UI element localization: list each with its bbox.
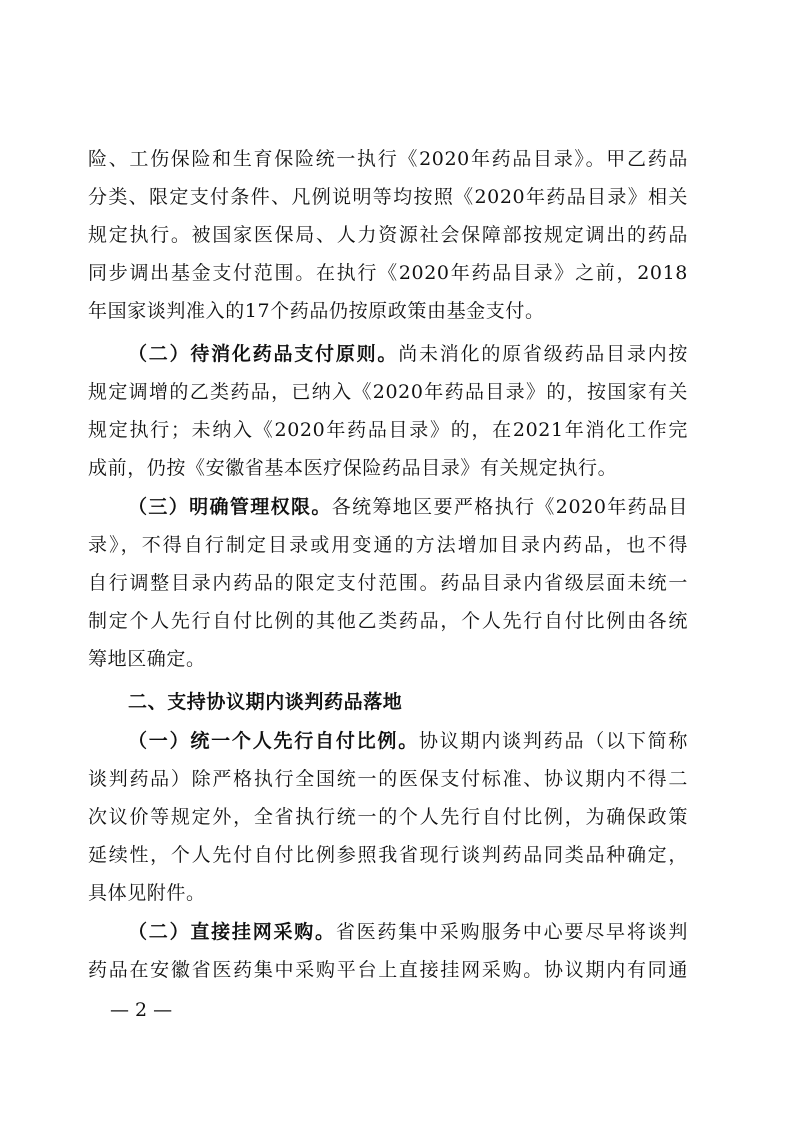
paragraph-5-line-1-text: 省医药集中采购服务中心要尽早将谈判: [335, 921, 688, 943]
paragraph-3-line-4: 制定个人先行自付比例的其他乙类药品，个人先行自付比例由各统: [88, 610, 688, 632]
paragraph-1-line-3: 规定执行。被国家医保局、人力资源社会保障部按规定调出的药品: [88, 224, 688, 246]
paragraph-3-line-3: 自行调整目录内药品的限定支付范围。药品目录内省级层面未统一: [88, 572, 688, 594]
paragraph-2-heading: （二）待消化药品支付原则。: [128, 343, 399, 365]
paragraph-2-line-1-text: 尚未消化的原省级药品目录内按: [398, 343, 688, 365]
paragraph-1-line-1: 险、工伤保险和生育保险统一执行《2020年药品目录》。甲乙药品: [88, 148, 688, 170]
paragraph-2-line-2: 规定调增的乙类药品，已纳入《2020年药品目录》的，按国家有关: [88, 381, 688, 403]
paragraph-5-line-1: [128, 919, 688, 945]
section-heading: 二、支持协议期内谈判药品落地: [128, 691, 403, 713]
paragraph-2-line-4: 成前，仍按《安徽省基本医疗保险药品目录》有关规定执行。: [88, 457, 618, 479]
paragraph-1-line-5: 年国家谈判准入的17个药品仍按原政策由基金支付。: [88, 300, 545, 322]
paragraph-1-line-2: 分类、限定支付条件、凡例说明等均按照《2020年药品目录》相关: [88, 186, 688, 208]
paragraph-2-line-3: 规定执行；未纳入《2020年药品目录》的，在2021年消化工作完: [88, 419, 688, 441]
page-number: — 2 —: [110, 999, 173, 1021]
paragraph-4-heading: （一）统一个人先行自付比例。: [128, 730, 419, 752]
paragraph-3-heading: （三）明确管理权限。: [128, 496, 332, 518]
paragraph-3-line-5: 筹地区确定。: [88, 648, 206, 670]
paragraph-4-line-5: 具体见附件。: [88, 882, 206, 904]
paragraph-1-line-4: 同步调出基金支付范围。在执行《2020年药品目录》之前，2018: [88, 262, 688, 284]
paragraph-3-line-2: 录》，不得自行制定目录或用变通的方法增加目录内药品，也不得: [88, 534, 688, 556]
paragraph-5-line-2: 药品在安徽省医药集中采购平台上直接挂网采购。协议期内有同通: [88, 959, 688, 981]
paragraph-3-line-1: [128, 494, 688, 520]
paragraph-4-line-1-text: 协议期内谈判药品（以下简称: [418, 730, 688, 752]
paragraph-4-line-4: 延续性，个人先付自付比例参照我省现行谈判药品同类品种确定，: [88, 844, 688, 866]
paragraph-4-line-3: 次议价等规定外，全省执行统一的个人先行自付比例，为确保政策: [88, 806, 688, 828]
paragraph-3-line-1-text: 各统筹地区要严格执行《2020年药品目: [331, 496, 688, 518]
paragraph-2-line-1: [128, 341, 688, 367]
paragraph-4-line-1: [128, 728, 688, 754]
paragraph-5-heading: （二）直接挂网采购。: [128, 921, 336, 943]
paragraph-4-line-2: 谈判药品）除严格执行全国统一的医保支付标准、协议期内不得二: [88, 768, 688, 790]
